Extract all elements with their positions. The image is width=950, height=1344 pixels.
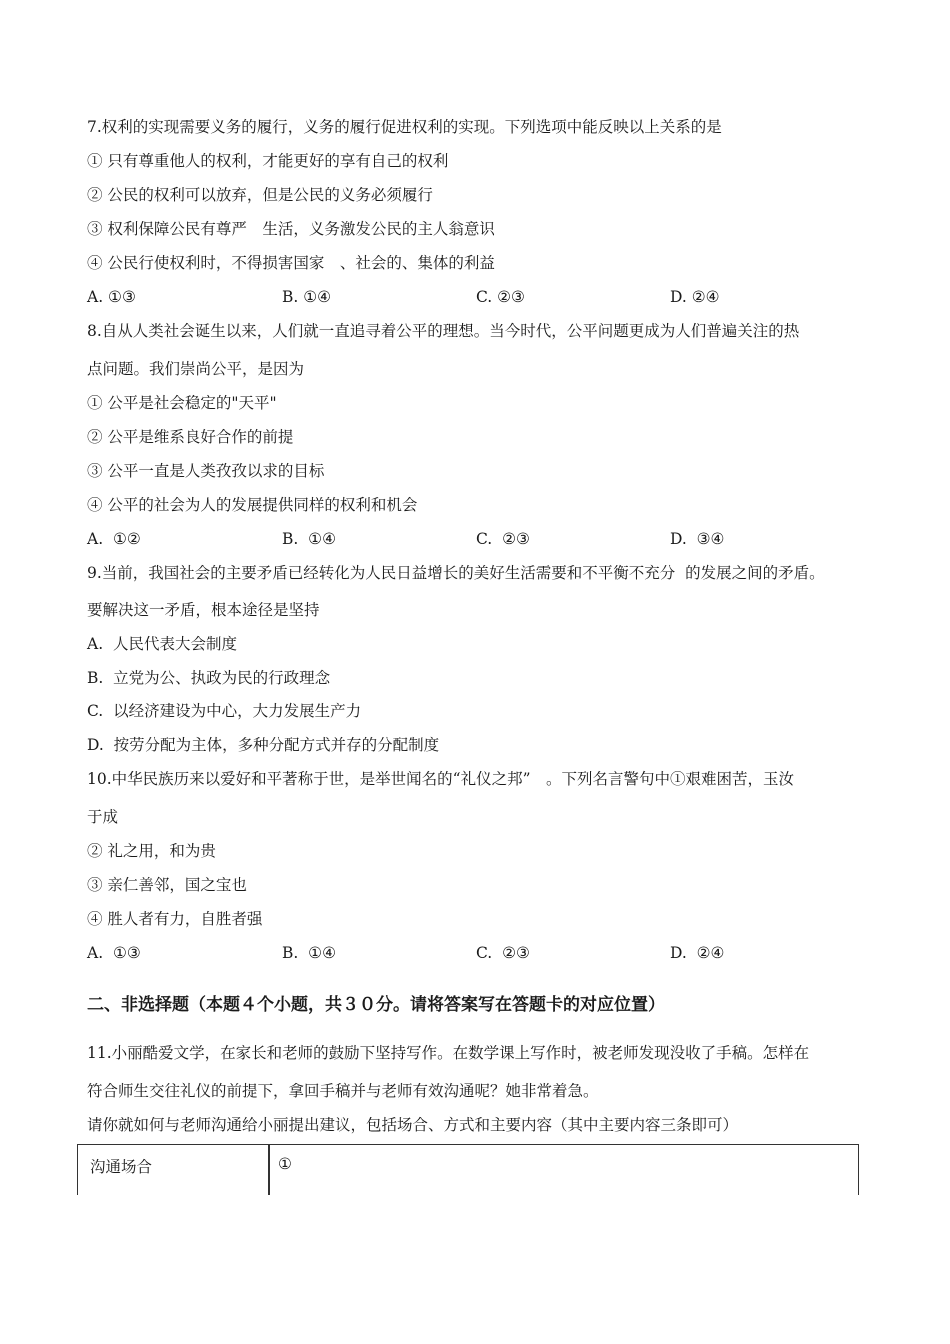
q11-prompt: 请你就如何与老师沟通给小丽提出建议，包括场合、方式和主要内容（其中主要内容三条即可） bbox=[87, 1116, 739, 1134]
q9-stem-line2: 要解决这一矛盾，根本途径是坚持 bbox=[87, 601, 320, 619]
q10-option-d: D. ②④ bbox=[670, 944, 725, 962]
q8-option-c: C. ②③ bbox=[476, 530, 530, 548]
q7-item-2: ② 公民的权利可以放弃，但是公民的义务必须履行 bbox=[87, 186, 433, 204]
q7-option-a: A. ①③ bbox=[87, 288, 136, 306]
q8-item-2: ② 公平是维系良好合作的前提 bbox=[87, 428, 294, 446]
q8-option-b: B. ①④ bbox=[282, 530, 336, 548]
q10-item-2: ② 礼之用，和为贵 bbox=[87, 842, 216, 860]
q8-item-3: ③ 公平一直是人类孜孜以求的目标 bbox=[87, 462, 325, 480]
q10-item-4: ④ 胜人者有力，自胜者强 bbox=[87, 910, 263, 928]
q8-item-1: ① 公平是社会稳定的"天平" bbox=[87, 394, 277, 412]
table-row-value: ① bbox=[278, 1155, 292, 1173]
q9-choice-d: D. 按劳分配为主体，多种分配方式并存的分配制度 bbox=[87, 736, 440, 754]
q11-stem-line2: 符合师生交往礼仪的前提下，拿回手稿并与老师有效沟通呢？她非常着急。 bbox=[87, 1082, 599, 1100]
q7-item-1: ① 只有尊重他人的权利，才能更好的享有自己的权利 bbox=[87, 152, 449, 170]
q9-choice-c: C. 以经济建设为中心，大力发展生产力 bbox=[87, 702, 362, 720]
q8-option-a: A. ①② bbox=[87, 530, 141, 548]
q10-stem-line2: 于成 bbox=[87, 808, 119, 826]
q10-item-3: ③ 亲仁善邻，国之宝也 bbox=[87, 876, 247, 894]
q9-stem-line1: 9.当前，我国社会的主要矛盾已经转化为人民日益增长的美好生活需要和不平衡不充分 的发展之间的矛盾。 bbox=[87, 564, 825, 582]
q7-option-d: D. ②④ bbox=[670, 288, 720, 306]
section-title: 二、非选择题（本题４个小题，共３０分。请将答案写在答题卡的对应位置） bbox=[87, 995, 665, 1015]
q7-stem: 7.权利的实现需要义务的履行，义务的履行促进权利的实现。下列选项中能反映以上关系的是 bbox=[87, 118, 722, 136]
q11-stem-line1: 11.小丽酷爱文学，在家长和老师的鼓励下坚持写作。在数学课上写作时，被老师发现没收了手稿。怎样在 bbox=[87, 1044, 810, 1062]
q7-item-3: ③ 权利保障公民有尊严 生活，义务激发公民的主人翁意识 bbox=[87, 220, 495, 238]
q8-stem-line1: 8.自从人类社会诞生以来，人们就一直追寻着公平的理想。当今时代，公平问题更成为人们普遍关注的热 bbox=[87, 322, 800, 340]
q7-item-4: ④ 公民行使权利时，不得损害国家 、社会的、集体的利益 bbox=[87, 254, 495, 272]
q10-option-b: B. ①④ bbox=[282, 944, 336, 962]
q7-option-c: C. ②③ bbox=[476, 288, 525, 306]
q8-option-d: D. ③④ bbox=[670, 530, 725, 548]
q10-option-a: A. ①③ bbox=[87, 944, 141, 962]
q9-choice-b: B. 立党为公、执政为民的行政理念 bbox=[87, 669, 331, 687]
table-divider bbox=[268, 1145, 270, 1195]
q8-item-4: ④ 公平的社会为人的发展提供同样的权利和机会 bbox=[87, 496, 418, 514]
q10-option-c: C. ②③ bbox=[476, 944, 530, 962]
q9-choice-a: A. 人民代表大会制度 bbox=[87, 635, 237, 653]
answer-table bbox=[77, 1144, 859, 1195]
table-row-label: 沟通场合 bbox=[90, 1158, 153, 1176]
q8-stem-line2: 点问题。我们崇尚公平，是因为 bbox=[87, 360, 305, 378]
q7-option-b: B. ①④ bbox=[282, 288, 332, 306]
q10-stem-line1: 10.中华民族历来以爱好和平著称于世，是举世闻名的“礼仪之邦” 。下列名言警句中①艰难困苦，玉汝 bbox=[87, 770, 795, 788]
